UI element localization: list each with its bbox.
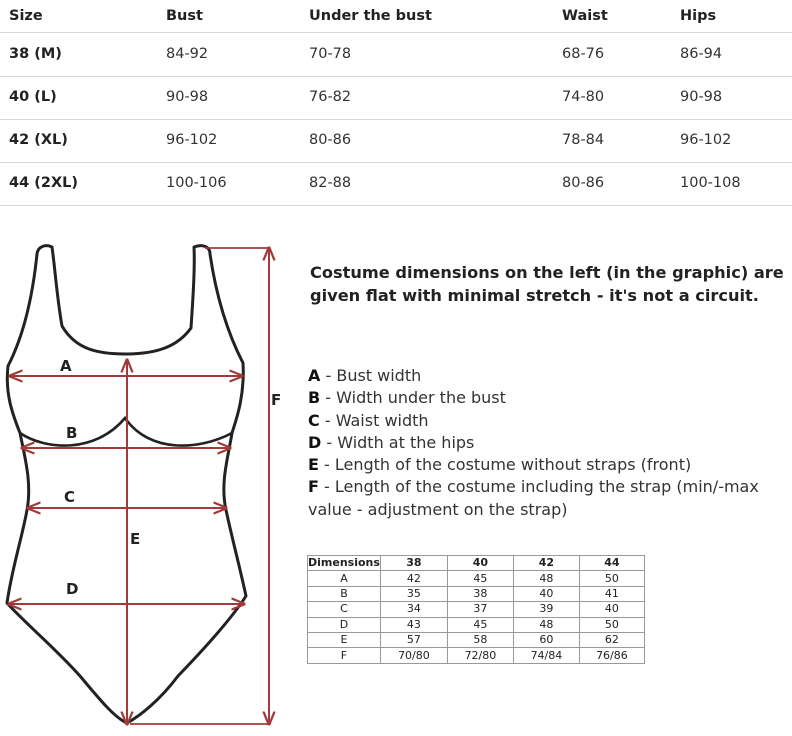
bust-cell: 100-106 bbox=[166, 175, 227, 191]
legend-text: - Width under the bust bbox=[320, 388, 506, 408]
legend-key: B bbox=[308, 388, 321, 408]
dim-cell: 40 bbox=[579, 602, 644, 617]
table-row bbox=[308, 586, 645, 601]
bust-cell: 96-102 bbox=[166, 132, 218, 148]
hips-cell: 86-94 bbox=[680, 46, 723, 62]
hips-cell: 90-98 bbox=[680, 89, 723, 105]
table-row bbox=[308, 632, 645, 647]
under-bust-cell: 80-86 bbox=[309, 132, 352, 148]
dim-cell: 48 bbox=[513, 617, 579, 632]
label-d: D bbox=[66, 580, 79, 598]
legend-item bbox=[308, 454, 788, 476]
legend-key: F bbox=[308, 477, 319, 497]
legend-key: C bbox=[308, 410, 320, 430]
dim-header: Dimensions bbox=[308, 556, 380, 570]
dim-cell: 45 bbox=[447, 571, 513, 586]
dim-cell: 62 bbox=[579, 632, 644, 647]
legend-text: - Width at the hips bbox=[321, 432, 475, 452]
table-row bbox=[308, 648, 645, 663]
dim-cell: 41 bbox=[579, 586, 644, 601]
header-waist: Waist bbox=[562, 8, 608, 24]
header-under-bust: Under the bust bbox=[309, 8, 432, 24]
label-c: C bbox=[64, 488, 76, 506]
waist-cell: 80-86 bbox=[562, 175, 605, 191]
label-b: B bbox=[66, 424, 78, 442]
label-e: E bbox=[130, 530, 141, 548]
legend-item bbox=[308, 432, 788, 454]
dim-cell: E bbox=[308, 632, 381, 647]
dimensions-note: Costume dimensions on the left (in the graphic) are given flat with minimal stretch - it's not a circuit. bbox=[310, 263, 784, 305]
legend-text: - Waist width bbox=[319, 410, 429, 430]
hips-cell: 100-108 bbox=[680, 175, 741, 191]
dim-cell: 45 bbox=[447, 617, 513, 632]
dim-header: 40 bbox=[447, 556, 513, 571]
legend-text: - Length of the costume including the strap (min/-max value - adjustment on the strap) bbox=[308, 477, 759, 519]
dimensions-header-row bbox=[308, 556, 645, 571]
dim-cell: D bbox=[308, 617, 381, 632]
size-cell: 42 (XL) bbox=[9, 132, 68, 148]
table-row bbox=[0, 119, 792, 163]
waist-cell: 78-84 bbox=[562, 132, 605, 148]
table-row bbox=[308, 571, 645, 586]
dim-cell: F bbox=[308, 648, 381, 663]
size-table-header bbox=[0, 0, 792, 33]
legend-key: D bbox=[308, 432, 322, 452]
legend-item bbox=[308, 410, 788, 432]
label-a: A bbox=[60, 357, 72, 375]
dim-cell: C bbox=[308, 602, 381, 617]
legend-key: A bbox=[308, 366, 321, 385]
dim-cell: 40 bbox=[513, 586, 579, 601]
bust-cell: 90-98 bbox=[166, 89, 209, 105]
dimensions-table bbox=[307, 555, 645, 664]
dim-cell: 48 bbox=[513, 571, 579, 586]
table-row bbox=[0, 162, 792, 206]
swimsuit-measurement-graphic bbox=[0, 238, 290, 732]
dim-cell: 58 bbox=[447, 632, 513, 647]
waist-cell: 74-80 bbox=[562, 89, 605, 105]
dim-cell: 72/80 bbox=[447, 648, 513, 663]
size-cell: 40 (L) bbox=[9, 89, 57, 105]
dim-cell: 70/80 bbox=[380, 648, 447, 663]
size-cell: 38 (M) bbox=[9, 46, 62, 62]
dim-header: 38 bbox=[380, 556, 447, 571]
dim-cell: B bbox=[308, 586, 381, 601]
waist-cell: 68-76 bbox=[562, 46, 605, 62]
dim-cell: 42 bbox=[380, 571, 447, 586]
table-row bbox=[308, 602, 645, 617]
legend-text: - Bust width bbox=[320, 366, 422, 385]
table-row bbox=[0, 76, 792, 120]
dim-cell: 76/86 bbox=[579, 648, 644, 663]
dim-cell: 38 bbox=[447, 586, 513, 601]
header-size: Size bbox=[9, 8, 43, 24]
dim-cell: 34 bbox=[380, 602, 447, 617]
legend-text: - Length of the costume without straps (front) bbox=[318, 455, 692, 475]
dim-cell: 50 bbox=[579, 571, 644, 586]
dim-cell: 60 bbox=[513, 632, 579, 647]
under-bust-cell: 70-78 bbox=[309, 46, 352, 62]
dim-cell: A bbox=[308, 571, 381, 586]
dim-header: 44 bbox=[579, 556, 644, 571]
dim-cell: 37 bbox=[447, 602, 513, 617]
dim-cell: 74/84 bbox=[513, 648, 579, 663]
legend-item bbox=[308, 387, 788, 409]
label-f: F bbox=[271, 391, 282, 409]
bust-cell: 84-92 bbox=[166, 46, 209, 62]
measurement-legend bbox=[308, 365, 788, 521]
dim-cell: 35 bbox=[380, 586, 447, 601]
dim-header: 42 bbox=[513, 556, 579, 571]
header-hips: Hips bbox=[680, 8, 717, 24]
hips-cell: 96-102 bbox=[680, 132, 732, 148]
under-bust-cell: 82-88 bbox=[309, 175, 352, 191]
size-cell: 44 (2XL) bbox=[9, 175, 78, 191]
table-row bbox=[308, 617, 645, 632]
dim-cell: 39 bbox=[513, 602, 579, 617]
dim-cell: 50 bbox=[579, 617, 644, 632]
dim-cell: 43 bbox=[380, 617, 447, 632]
legend-key: E bbox=[308, 455, 319, 475]
table-row bbox=[0, 33, 792, 77]
under-bust-cell: 76-82 bbox=[309, 89, 352, 105]
legend-item bbox=[308, 365, 788, 387]
legend-item bbox=[308, 476, 788, 521]
dim-cell: 57 bbox=[380, 632, 447, 647]
header-bust: Bust bbox=[166, 8, 203, 24]
